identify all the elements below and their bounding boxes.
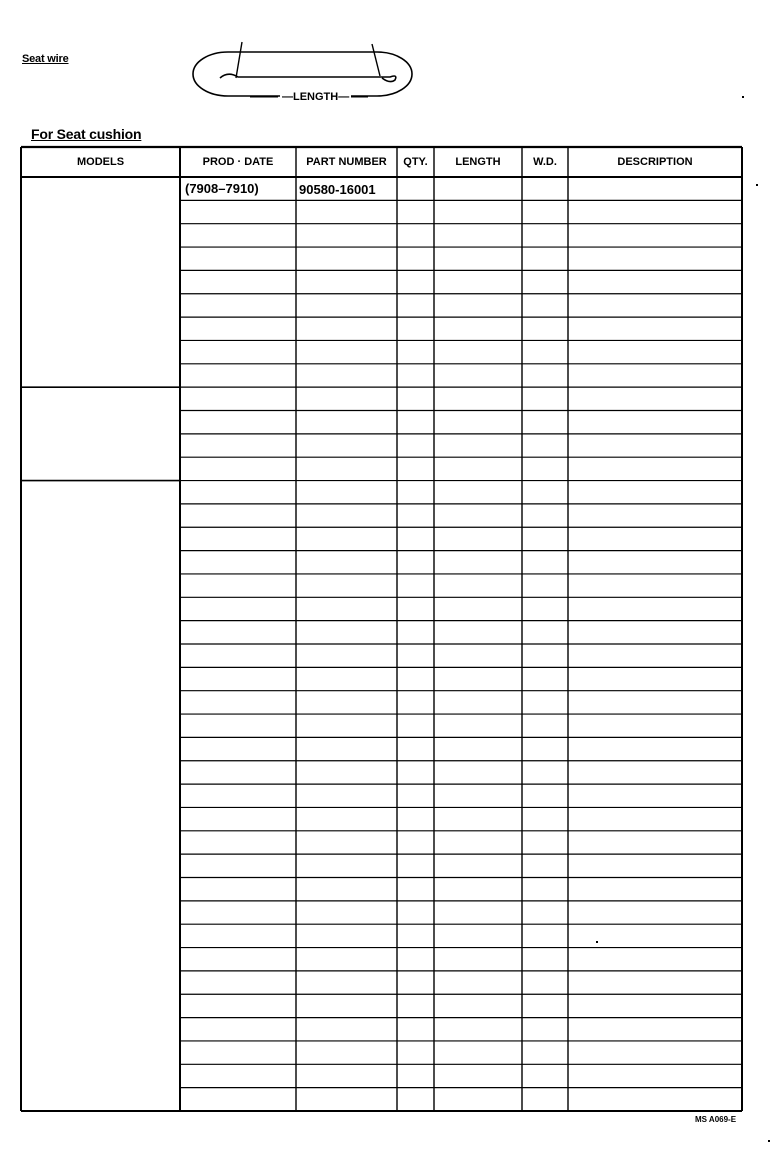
speck — [596, 941, 598, 943]
length-label: —LENGTH— — [282, 91, 350, 103]
seat-wire-label: Seat wire — [22, 53, 69, 65]
speck — [742, 96, 744, 98]
col-header-models: MODELS — [76, 156, 125, 168]
prod-date-cell: (7908–7910) — [185, 181, 259, 196]
col-header-prod-date: PROD · DATE — [202, 156, 274, 168]
speck — [768, 1140, 770, 1142]
part-number-cell: 90580-16001 — [299, 182, 376, 197]
footer-code: MS A069-E — [695, 1115, 737, 1124]
col-header-qty: QTY. — [403, 156, 428, 168]
col-header-description: DESCRIPTION — [617, 156, 693, 168]
section-title: For Seat cushion — [31, 126, 142, 142]
col-header-length: LENGTH — [455, 156, 501, 168]
speck — [756, 184, 758, 186]
col-header-wd: W.D. — [533, 156, 557, 168]
col-header-part-number: PART NUMBER — [306, 156, 387, 168]
